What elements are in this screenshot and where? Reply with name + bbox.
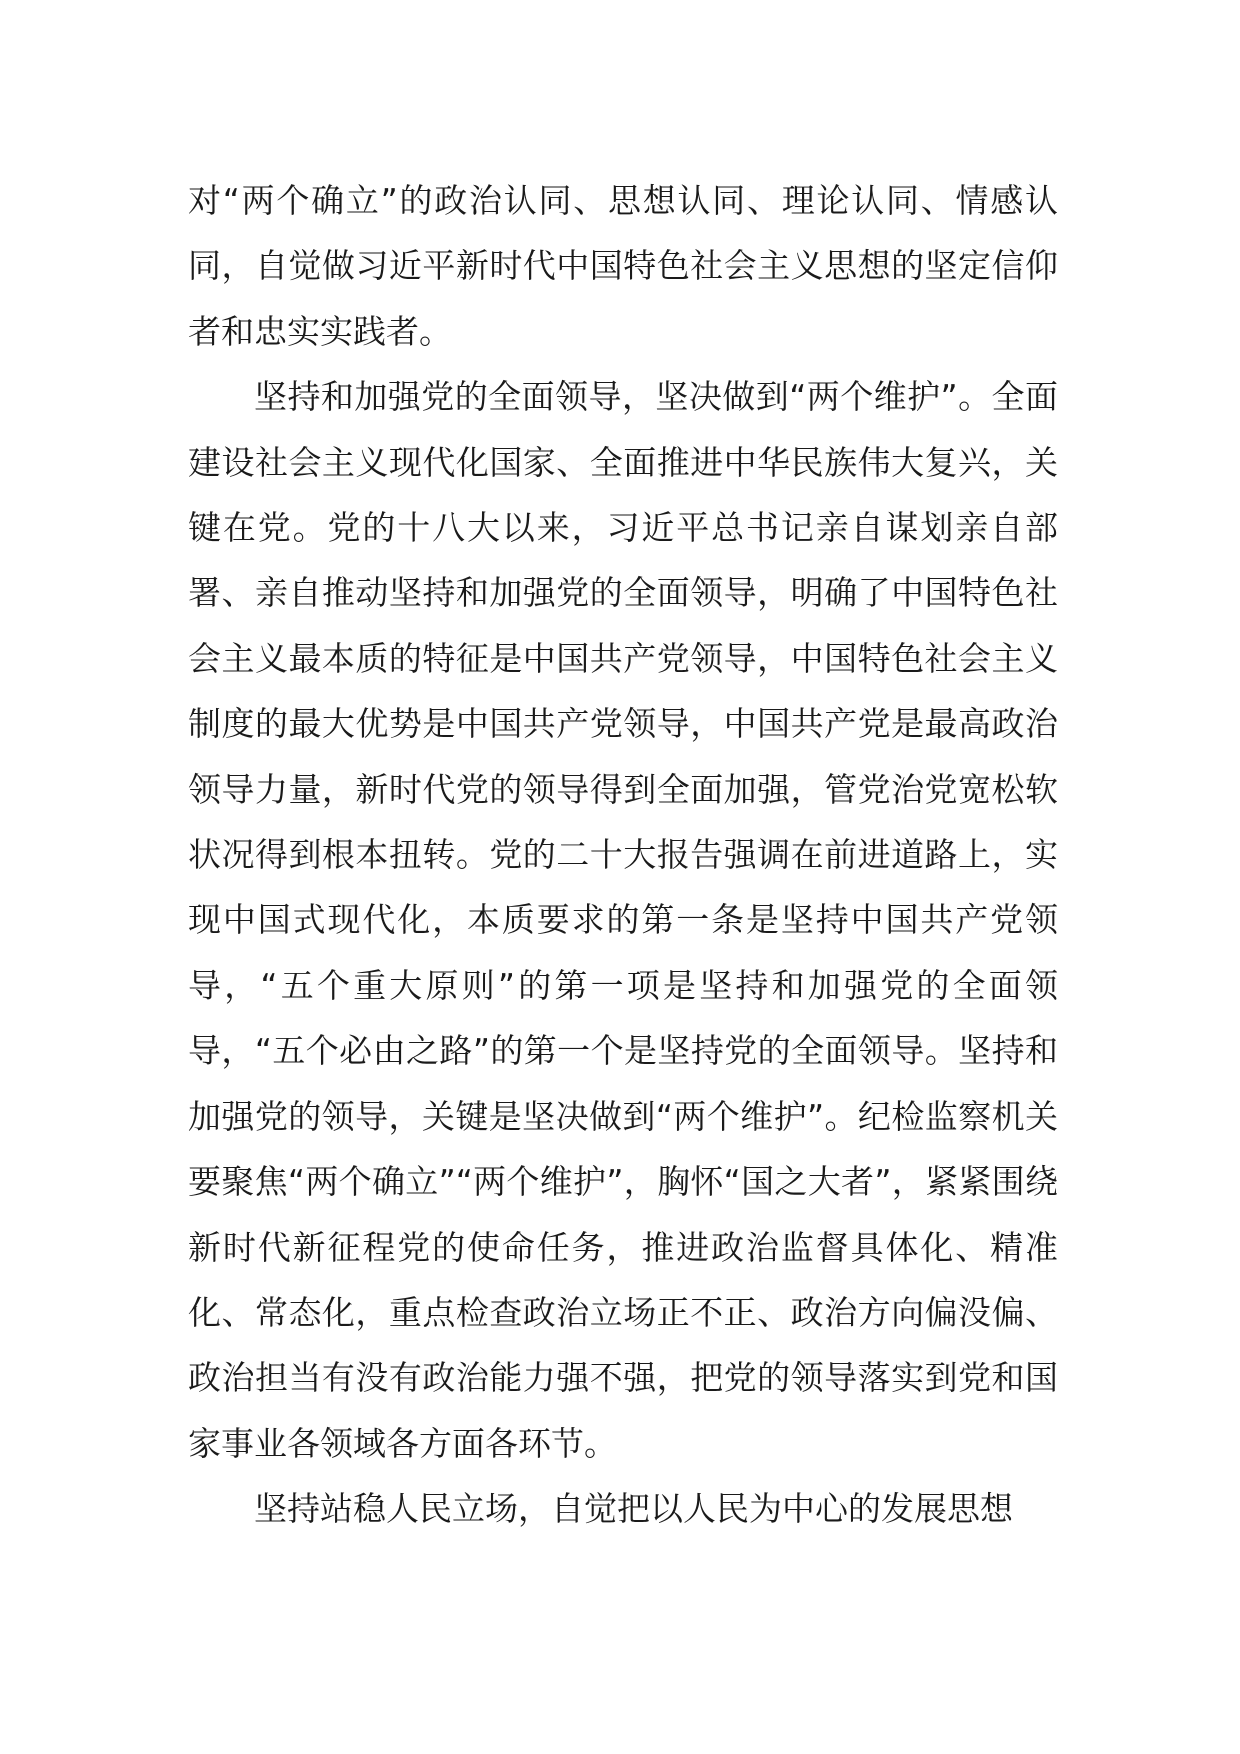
paragraph-party-leadership: 坚持和加强党的全面领导，坚决做到“两个维护”。全面建设社会主义现代化国家、全面推进中华民族伟大复兴，关键在党。党的十八大以来，习近平总书记亲自谋划亲自部署、亲自推动坚持和加强党的全面领导，明确了中国特色社会主义最本质的特征是中国共产党领导，中国特色社会主义制度的最大优势是中国共产党领导，中国共产党是最高政治领导力量，新时代党的领导得到全面加强，管党治党宽松软状况得到根本扭转。党的二十大报告强调在前进道路上，实现中国式现代化，本质要求的第一条是坚持中国共产党领导，“五个重大原则”的第一项是坚持和加强党的全面领导，“五个必由之路”的第一个是坚持党的全面领导。坚持和加强党的领导，关键是坚决做到“两个维护”。纪检监察机关要聚焦“两个确立”“两个维护”，胸怀“国之大者”，紧紧围绕新时代新征程党的使命任务，推进政治监督具体化、精准化、常态化，重点检查政治立场正不正、政治方向偏没偏、政治担当有没有政治能力强不强，把党的领导落实到党和国家事业各领域各方面各环节。 [188,377,1058,1463]
document-body [188,168,1058,1542]
paragraph-people-stance: 坚持站稳人民立场，自觉把以人民为中心的发展思想 [254,1489,1013,1529]
paragraph-continuation: 对“两个确立”的政治认同、思想认同、理论认同、情感认同，自觉做习近平新时代中国特色社会主义思想的坚定信仰者和忠实实践者。 [188,181,1058,351]
